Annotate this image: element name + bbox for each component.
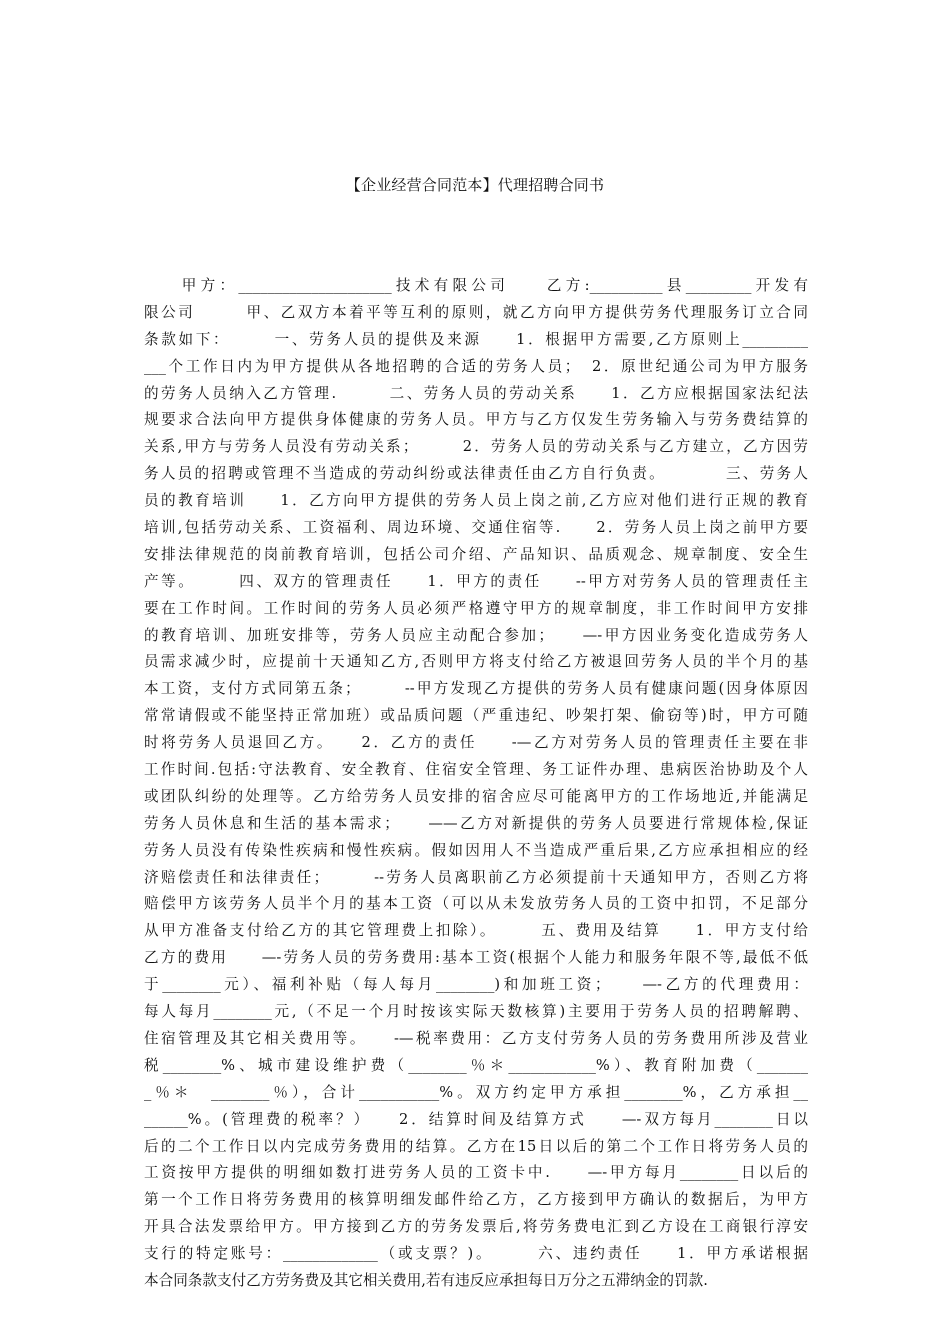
document-title: 【企业经营合同范本】代理招聘合同书 — [345, 176, 605, 194]
body-line: 本工资，支付方式同第五条； --甲方发现乙方提供的劳务人员有健康问题(因身体原因 — [144, 680, 808, 698]
contract-body — [144, 273, 808, 1295]
body-line: 后的二个工作日以内完成劳务费用的结算。乙方在15日以后的第二个工作日将劳务人员的 — [144, 1137, 808, 1155]
body-line: 赔偿甲方该劳务人员半个月的基本工资（可以从未发放劳务人员的工资中扣罚，不足部分 — [144, 895, 808, 913]
body-line: 安排法律规范的岗前教育培训，包括公司介绍、产品知识、品质观念、规章制度、安全生 — [144, 545, 808, 563]
body-line: 劳务人员休息和生活的基本需求； ——乙方对新提供的劳务人员要进行常规体检,保证 — [144, 814, 808, 832]
body-line: 劳务人员没有传染性疾病和慢性疾病。假如因用人不当造成严重后果,乙方应承担相应的经 — [144, 841, 808, 859]
body-line: 员的教育培训 1．乙方向甲方提供的劳务人员上岗之前,乙方应对他们进行正规的教育 — [144, 492, 808, 510]
body-line: 或团队纠纷的处理等。乙方给劳务人员安排的宿舍应尽可能离甲方的工作场地近,并能满足 — [144, 787, 808, 805]
body-line: 本合同条款支付乙方劳务费及其它相关费用,若有违反应承担每日万分之五滞纳金的罚款. — [144, 1271, 708, 1289]
body-line: 于________元）、福利补贴（每人每月________)和加班工资； —-乙方的代理费用： — [144, 976, 808, 994]
body-line: 开具合法发票给甲方。甲方接到乙方的劳务发票后,将劳务费电汇到乙方设在工商银行淳安 — [144, 1218, 808, 1236]
body-line: 务人员的招聘或管理不当造成的劳动纠纷或法律责任由乙方自行负责。 三、劳务人 — [144, 465, 808, 483]
body-line: 规要求合法向甲方提供身体健康的劳务人员。甲方与乙方仅发生劳务输入与劳务费结算的 — [144, 411, 808, 429]
body-line: ___个工作日内为甲方提供从各地招聘的合适的劳务人员； 2．原世纪通公司为甲方服务 — [144, 357, 808, 375]
body-line: 乙方的费用 —-劳务人员的劳务费用:基本工资(根据个人能力和服务年限不等,最低不低 — [144, 949, 808, 967]
body-line: 的劳务人员纳入乙方管理. 二、劳务人员的劳动关系 1．乙方应根据国家法纪法 — [144, 384, 808, 402]
body-line: 工资按甲方提供的明细如数打进劳务人员的工资卡中. —-甲方每月________日以后的 — [144, 1164, 808, 1182]
body-line: 工作时间.包括:守法教育、安全教育、住宿安全管理、务工证件办理、患病医治协助及个人 — [144, 761, 808, 779]
body-line: 产等。 四、双方的管理责任 1．甲方的责任 --甲方对劳务人员的管理责任主 — [144, 572, 808, 590]
body-line: 限公司 甲、乙双方本着平等互利的原则，就乙方向甲方提供劳务代理服务订立合同 — [144, 303, 808, 321]
body-line: 的教育培训、加班安排等，劳务人员应主动配合参加； —-甲方因业务变化造成劳务人 — [144, 626, 808, 644]
body-line: 员需求减少时，应提前十天通知乙方,否则甲方将支付给乙方被退回劳务人员的半个月的基 — [144, 653, 808, 671]
body-line: ______%。(管理费的税率？） 2．结算时间及结算方式 —-双方每月________日以 — [144, 1110, 808, 1128]
body-line: 常常请假或不能坚持正常加班）或品质问题（严重违纪、吵架打架、偷窃等)时，甲方可随 — [144, 707, 808, 725]
body-line: 条款如下： 一、劳务人员的提供及来源 1．根据甲方需要,乙方原则上_________ — [144, 330, 808, 348]
body-line: 税________%、城市建设维护费（________％＊____________%）、教育附加费（_______ — [144, 1056, 808, 1074]
body-line: 住宿管理及其它相关费用等。 -—税率费用：乙方支付劳务人员的劳务费用所涉及营业 — [144, 1029, 808, 1047]
body-line: 甲方：_____________________技术有限公司 乙方:__________县_________开发有 — [144, 277, 808, 294]
body-line: 关系,甲方与劳务人员没有劳动关系； 2．劳务人员的劳动关系与乙方建立，乙方因劳 — [144, 438, 808, 456]
body-line: _％＊ ________％），合计___________%。双方约定甲方承担________%，乙方承担__ — [144, 1083, 808, 1101]
body-line: 从甲方准备支付给乙方的其它管理费上扣除）。 五、费用及结算 1．甲方支付给 — [144, 922, 808, 940]
body-line: 济赔偿责任和法律责任； --劳务人员离职前乙方必须提前十天通知甲方，否则乙方将 — [144, 868, 808, 886]
body-line: 要在工作时间。工作时间的劳务人员必须严格遵守甲方的规章制度，非工作时间甲方安排 — [144, 599, 808, 617]
body-line: 时将劳务人员退回乙方。 2．乙方的责任 -—乙方对劳务人员的管理责任主要在非 — [144, 734, 808, 752]
body-line: 每人每月________元,（不足一个月时按该实际天数核算)主要用于劳务人员的招聘解聘、 — [144, 1003, 808, 1021]
body-line: 培训,包括劳动关系、工资福利、周边环境、交通住宿等. 2．劳务人员上岗之前甲方要 — [144, 519, 808, 537]
body-line: 支行的特定账号：_____________（或支票？)。 六、违约责任 1．甲方承诺根据 — [144, 1245, 808, 1263]
body-line: 第一个工作日将劳务费用的核算明细发邮件给乙方，乙方接到甲方确认的数据后，为甲方 — [144, 1191, 808, 1209]
